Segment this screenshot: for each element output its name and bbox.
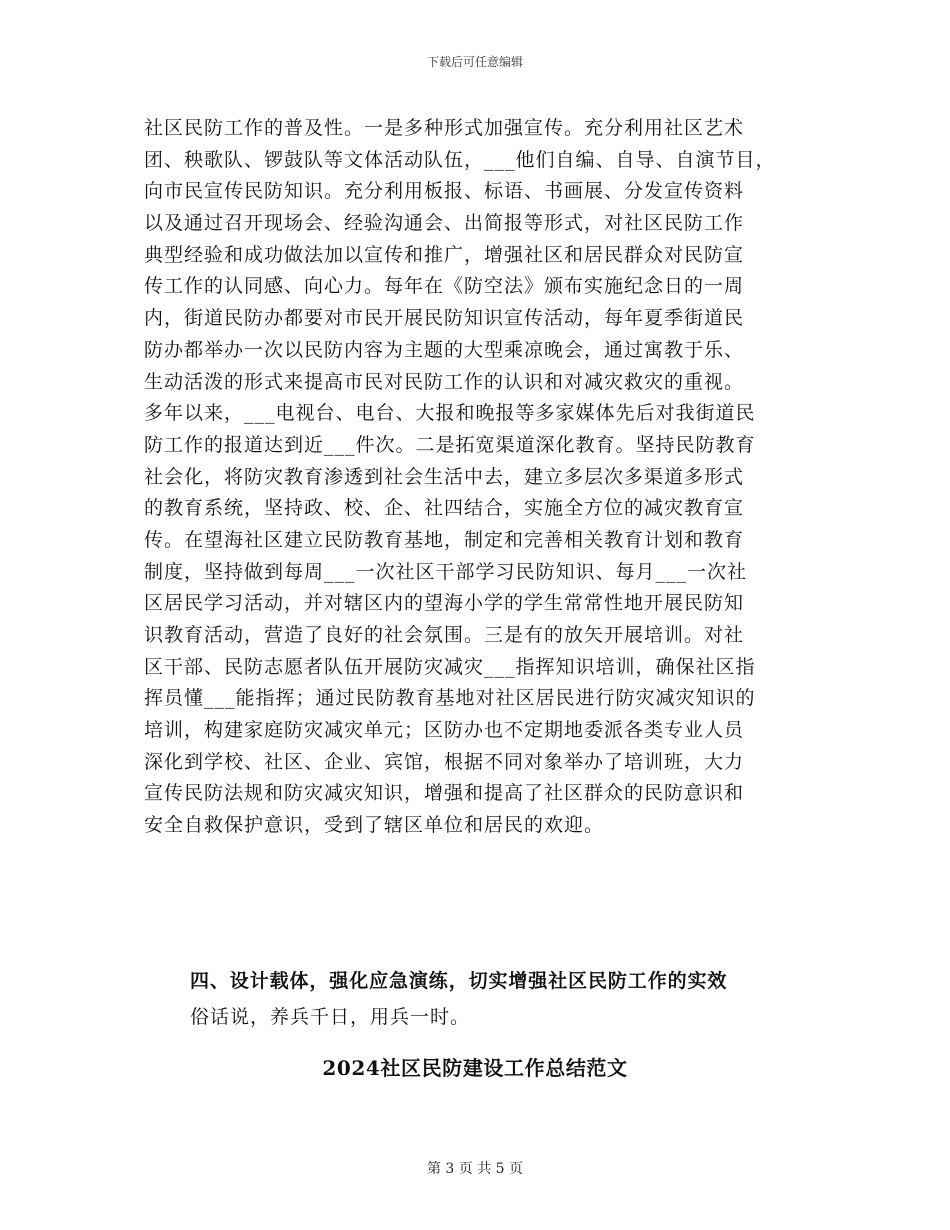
page-header-note: 下载后可任意编辑 <box>426 55 523 69</box>
section-heading: 四、设计载体，强化应急演练，切实增强社区民防工作的实效 <box>190 970 728 992</box>
body-line: 区干部、民防志愿者队伍开展防灾减灾___指挥知识培训，确保社区指 <box>144 655 756 678</box>
body-line: 生动活泼的形式来提高市民对民防工作的认识和对减灾救灾的重视。 <box>144 370 745 393</box>
body-line: 以及通过召开现场会、经验沟通会、出简报等形式，对社区民防工作 <box>144 212 745 235</box>
body-line: 向市民宣传民防知识。充分利用板报、标语、书画展、分发宣传资料 <box>144 180 745 203</box>
body-line: 培训，构建家庭防灾减灾单元；区防办也不定期地委派各类专业人员 <box>144 719 745 742</box>
body-line: 识教育活动，营造了良好的社会氛围。三是有的放矢开展培训。对社 <box>144 624 745 646</box>
body-line: 传。在望海社区建立民防教育基地，制定和完善相关教育计划和教育 <box>144 528 745 551</box>
body-line: 宣传民防法规和防灾减灾知识，增强和提高了社区群众的民防意识和 <box>144 782 745 805</box>
body-line: 社区民防工作的普及性。一是多种形式加强宣传。充分利用社区艺术 <box>144 117 745 139</box>
body-line: 安全自救保护意识，受到了辖区单位和居民的欢迎。 <box>144 814 605 837</box>
body-paragraph <box>144 113 824 842</box>
body-line: 典型经验和成功做法加以宣传和推广，增强社区和居民群众对民防宣 <box>144 243 745 266</box>
section-text: 俗话说，养兵千日，用兵一时。 <box>190 1006 471 1028</box>
body-line: 制度，坚持做到每周___一次社区干部学习民防知识、每月___一次社 <box>144 560 748 583</box>
body-line: 防工作的报道达到近___件次。二是拓宽渠道深化教育。坚持民防教育 <box>144 433 756 456</box>
body-line: 团、秧歌队、锣鼓队等文体活动队伍，___他们自编、自导、自演节目， <box>144 148 776 171</box>
body-line: 深化到学校、社区、企业、宾馆，根据不同对象举办了培训班，大力 <box>144 750 745 773</box>
body-line: 区居民学习活动，并对辖区内的望海小学的学生常常性地开展民防知 <box>144 592 745 615</box>
body-line: 传工作的认同感、向心力。每年在《防空法》颁布实施纪念日的一周 <box>144 275 745 298</box>
page-footer-number: 第 3 页 共 5 页 <box>426 1161 524 1177</box>
body-line: 社会化，将防灾教育渗透到社会生活中去，建立多层次多渠道多形式 <box>144 465 745 488</box>
body-line: 防办都举办一次以民防内容为主题的大型乘凉晚会，通过寓教于乐、 <box>144 338 745 361</box>
body-line: 多年以来，___电视台、电台、大报和晚报等多家媒体先后对我街道民 <box>144 402 756 425</box>
body-line: 内，街道民防办都要对市民开展民防知识宣传活动，每年夏季街道民 <box>144 307 745 330</box>
body-line: 的教育系统，坚持政、校、企、社四结合，实施全方位的减灾教育宣 <box>144 497 745 520</box>
body-line: 挥员懂___能指挥；通过民防教育基地对社区居民进行防灾减灾知识的 <box>144 687 756 710</box>
document-title: 2024社区民防建设工作总结范文 <box>322 1056 628 1080</box>
